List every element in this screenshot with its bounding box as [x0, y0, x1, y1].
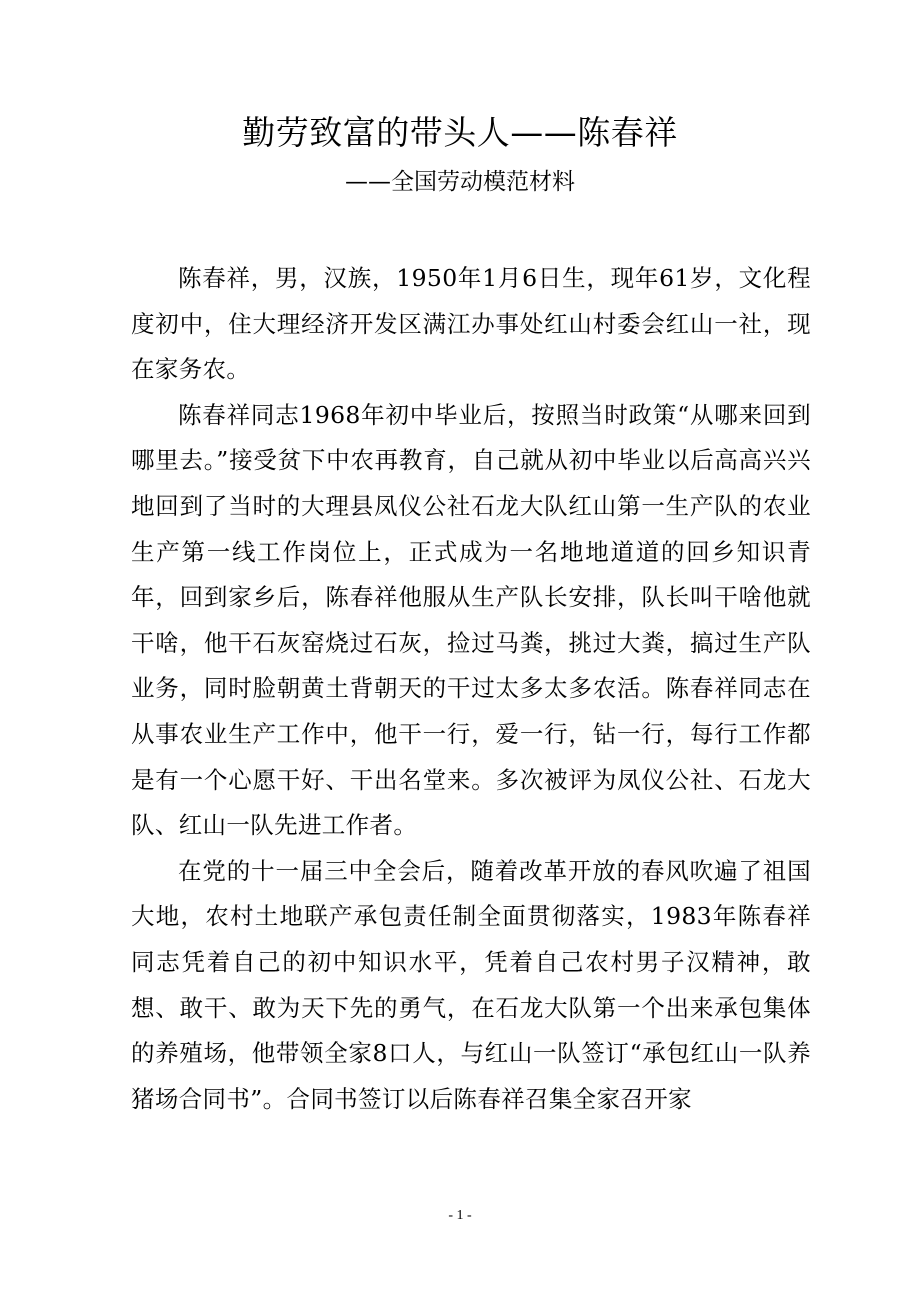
paragraph-biography: 陈春祥，男，汉族，1950年1月6日生，现年61岁，文化程度初中，住大理经济开发区满江办事处红山村委会红山一社，现在家务农。: [131, 264, 811, 384]
paragraph-reform-contract: 在党的十一届三中全会后，随着改革开放的春风吹遍了祖国大地，农村土地联产承包责任制全面贯彻落实，1983年陈春祥同志凭着自己的初中知识水平，凭着自己农村男子汉精神，敢想、敢干、敢为天下先的勇气，在石龙大队第一个出来承包集体的养殖场，他带领全家8口人，与红山一队签订“承包红山一队养猪场合同书”。合同书签订以后陈春祥召集全家召开家: [131, 856, 811, 1113]
page-number: - 1 -: [448, 1208, 472, 1223]
paragraph-early-work: 陈春祥同志1968年初中毕业后，按照当时政策“从哪来回到哪里去。”接受贫下中农再教育，自己就从初中毕业以后高高兴兴地回到了当时的大理县凤仪公社石龙大队红山第一生产队的农业生产第一线工作岗位上，正式成为一名地地道道的回乡知识青年，回到家乡后，陈春祥他服从生产队长安排，队长叫干啥他就干啥，他干石灰窑烧过石灰，捡过马粪，挑过大粪，搞过生产队业务，同时脸朝黄土背朝天的干过太多太多农活。陈春祥同志在从事农业生产工作中，他干一行，爱一行，钻一行，每行工作都是有一个心愿干好、干出名堂来。多次被评为凤仪公社、石龙大队、红山一队先进工作者。: [131, 400, 811, 840]
document-title: 勤劳致富的带头人——陈春祥: [242, 113, 678, 152]
document-body: [131, 256, 811, 1122]
document-subtitle: ——全国劳动模范材料: [345, 169, 575, 195]
